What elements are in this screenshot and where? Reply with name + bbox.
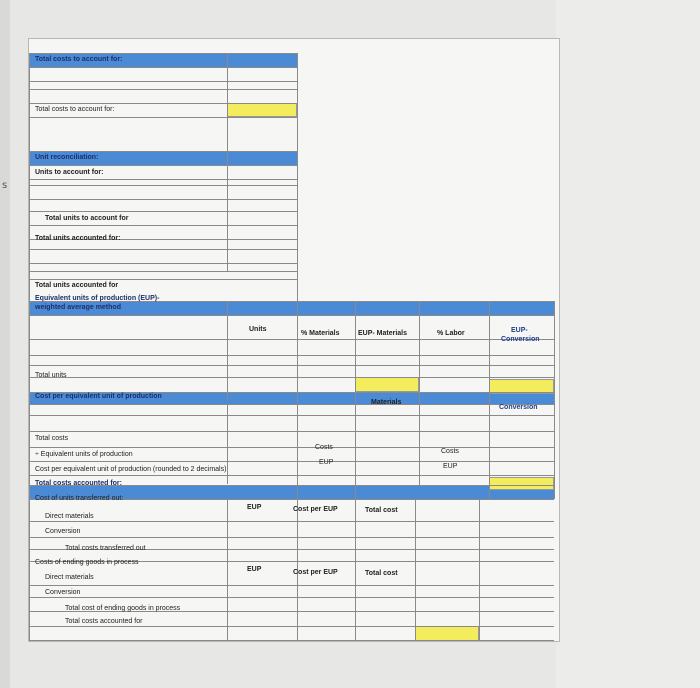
margin-mark: s bbox=[2, 180, 8, 191]
direct-materials-label: Direct materials bbox=[45, 513, 94, 520]
materials-col-label: Materials bbox=[371, 399, 402, 406]
col-eup-conversion-2: Conversion bbox=[501, 336, 540, 343]
grid-line bbox=[29, 640, 554, 641]
col-eup-conversion-1: EUP- bbox=[511, 327, 528, 334]
col-cost-per-eup-transferred: Cost per EUP bbox=[293, 506, 338, 513]
col-total-cost-ending: Total cost bbox=[365, 570, 398, 577]
grid-line bbox=[29, 151, 297, 152]
grid-line bbox=[29, 365, 554, 366]
grid-line bbox=[355, 301, 356, 641]
total-costs-header: Total costs to account for: bbox=[35, 56, 123, 63]
col-pct-labor: % Labor bbox=[437, 330, 465, 337]
grid-line bbox=[29, 165, 297, 166]
total-costs-label: Total costs to account for: bbox=[35, 106, 115, 113]
grid-line bbox=[29, 211, 297, 212]
grid-line bbox=[227, 53, 228, 271]
grid-line bbox=[29, 271, 297, 272]
grid-line bbox=[29, 103, 297, 104]
total-costs-accounted-input[interactable] bbox=[415, 626, 479, 641]
grid-line bbox=[29, 279, 297, 280]
page-background bbox=[556, 0, 700, 688]
transferred-out-label: Cost of units transferred out: bbox=[35, 495, 124, 502]
grid-line bbox=[29, 199, 297, 200]
total-units-label: Total units bbox=[35, 372, 67, 379]
grid-line bbox=[29, 355, 554, 356]
total-costs-input[interactable] bbox=[227, 103, 297, 117]
grid-line bbox=[415, 499, 416, 641]
grid-line bbox=[419, 301, 420, 485]
cost-per-eup-heading: Cost per equivalent unit of production bbox=[35, 393, 162, 400]
grid-line bbox=[29, 597, 554, 598]
grid-line bbox=[29, 475, 554, 476]
grid-line bbox=[29, 447, 554, 448]
grid-line bbox=[29, 67, 297, 68]
grid-line bbox=[227, 499, 228, 641]
worksheet bbox=[28, 38, 560, 642]
units-to-account-label: Units to account for: bbox=[35, 169, 104, 176]
worksheet-grid bbox=[29, 39, 559, 641]
grid-line bbox=[479, 499, 480, 641]
eup-heading-line-2: weighted average method bbox=[35, 304, 121, 311]
total-costs-accounted-heading: Total costs accounted for: bbox=[35, 480, 122, 487]
direct-materials-label-2: Direct materials bbox=[45, 574, 94, 581]
grid-line bbox=[29, 225, 297, 226]
grid-line bbox=[29, 81, 297, 82]
grid-line bbox=[29, 117, 297, 118]
grid-line bbox=[29, 415, 554, 416]
grid-line bbox=[29, 263, 297, 264]
total-units-to-account-label: Total units to account for bbox=[45, 215, 129, 222]
eup-materials-total-input[interactable] bbox=[355, 377, 419, 392]
total-units-accounted-label-2: Total units accounted for bbox=[35, 282, 119, 289]
grid-line bbox=[29, 53, 297, 54]
grid-line bbox=[489, 301, 490, 499]
unit-reconciliation-heading: Unit reconciliation: bbox=[35, 154, 99, 161]
grid-line bbox=[29, 521, 554, 522]
total-accounted-label: Total costs accounted for bbox=[65, 618, 143, 625]
costs-label-conversion: Costs bbox=[441, 448, 459, 455]
total-units-accounted-label: Total units accounted for: bbox=[35, 235, 121, 242]
eup-heading-line-1: Equivalent units of production (EUP)- bbox=[35, 295, 160, 302]
grid-line bbox=[29, 185, 297, 186]
col-eup-ending: EUP bbox=[247, 566, 262, 573]
cost-per-eup-rounded-label: Cost per equivalent unit of production (rounded to 2 decimals) bbox=[35, 466, 227, 473]
cost-per-eup-conversion-input[interactable] bbox=[489, 477, 554, 490]
grid-line bbox=[29, 179, 297, 180]
grid-line bbox=[29, 585, 554, 586]
grid-line bbox=[29, 249, 297, 250]
grid-line bbox=[29, 537, 554, 538]
grid-line bbox=[29, 404, 554, 405]
grid-line bbox=[29, 377, 554, 378]
costs-label-materials: Costs bbox=[315, 444, 333, 451]
grid-line bbox=[29, 626, 554, 627]
eup-label-materials: EUP bbox=[319, 459, 334, 466]
grid-line bbox=[29, 431, 554, 432]
grid-line bbox=[554, 301, 555, 499]
left-margin bbox=[0, 0, 10, 688]
conversion-label-2: Conversion bbox=[45, 589, 81, 596]
conversion-col-label: Conversion bbox=[499, 404, 538, 411]
col-eup-transferred: EUP bbox=[247, 504, 262, 511]
grid-line bbox=[227, 404, 228, 484]
eup-label-conversion: EUP bbox=[443, 463, 458, 470]
total-transferred-label: Total costs transferred out bbox=[65, 545, 146, 552]
grid-line bbox=[297, 53, 298, 641]
ending-wip-label: Costs of ending goods in process bbox=[35, 559, 139, 566]
col-pct-materials: % Materials bbox=[301, 330, 340, 337]
col-cost-per-eup-ending: Cost per EUP bbox=[293, 569, 338, 576]
conversion-label: Conversion bbox=[45, 528, 81, 535]
col-eup-materials: EUP- Materials bbox=[358, 330, 408, 337]
grid-line bbox=[227, 301, 228, 401]
col-units: Units bbox=[249, 326, 267, 333]
grid-line bbox=[29, 315, 554, 316]
grid-line bbox=[29, 53, 30, 641]
eup-divisor-label: ÷ Equivalent units of production bbox=[35, 451, 133, 458]
grid-line bbox=[29, 461, 554, 462]
grid-line bbox=[29, 339, 554, 340]
grid-line bbox=[29, 89, 297, 90]
col-total-cost-transferred: Total cost bbox=[365, 507, 398, 514]
total-costs-row-label: Total costs bbox=[35, 435, 69, 442]
total-ending-label: Total cost of ending goods in process bbox=[65, 605, 181, 612]
